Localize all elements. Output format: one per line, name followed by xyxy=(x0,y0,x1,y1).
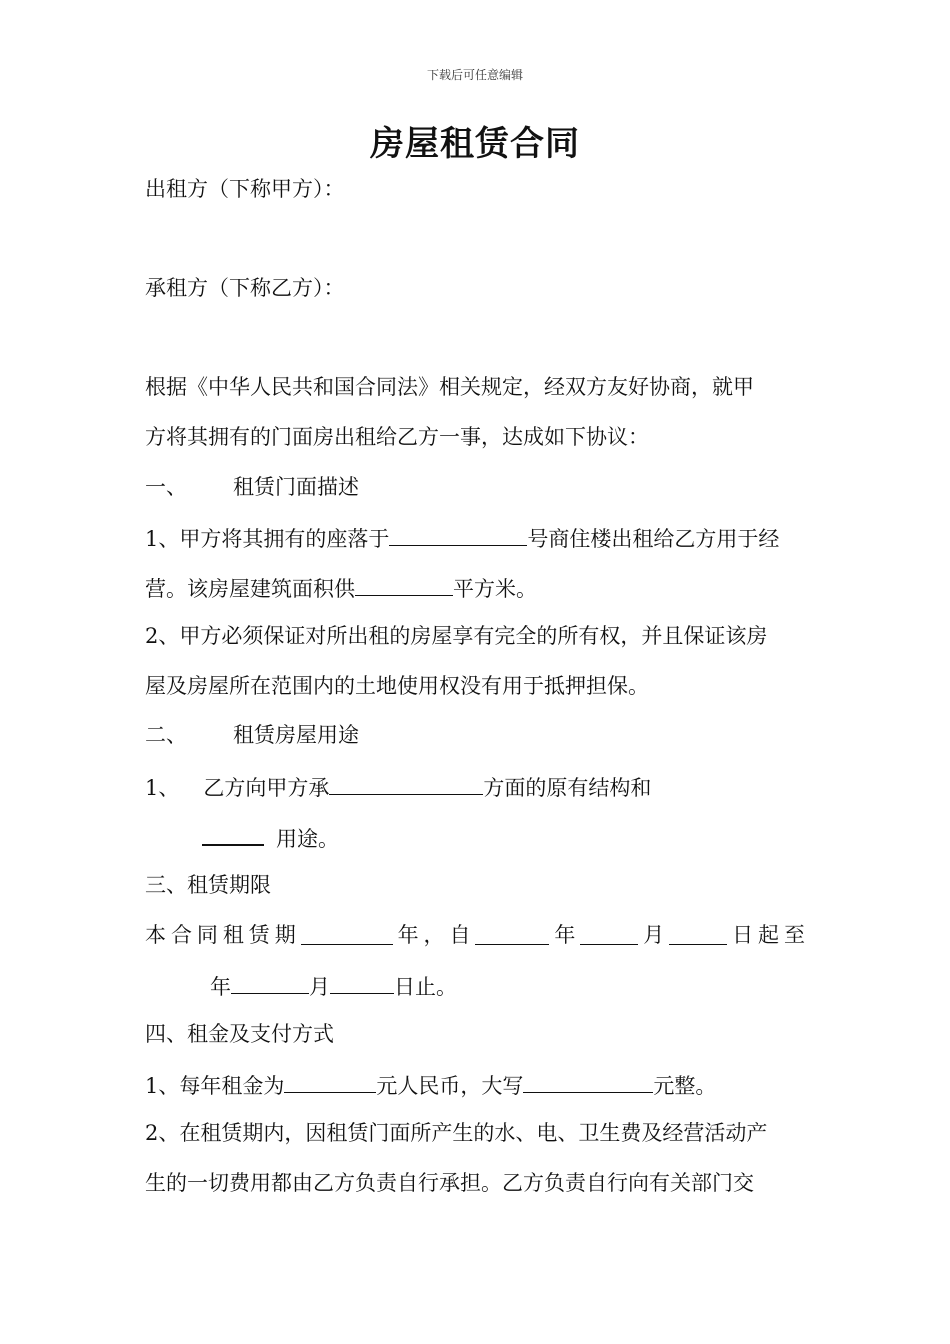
clause-1-1-text-a: 1、甲方将其拥有的座落于 xyxy=(145,527,390,551)
rent-uppercase-blank[interactable] xyxy=(523,1068,653,1093)
end-month-label: 月 xyxy=(309,975,330,999)
term-char: 赁 xyxy=(248,923,270,947)
start-month-blank[interactable] xyxy=(580,920,638,945)
clause-4-2-line-2: 生的一切费用都由乙方负责自行承担。乙方负责自行向有关部门交 xyxy=(145,1171,754,1195)
term-char: 合 xyxy=(170,923,192,947)
section-3-heading: 三、租赁期限 xyxy=(145,873,271,897)
section-2-title: 租赁房屋用途 xyxy=(233,723,359,747)
address-blank[interactable] xyxy=(389,521,527,546)
term-char: 日 xyxy=(732,923,754,947)
clause-4-1-text-a: 1、每年租金为 xyxy=(145,1074,285,1098)
term-char: 年 xyxy=(397,923,419,947)
section-1-number: 一、 xyxy=(145,475,187,499)
rent-amount-blank[interactable] xyxy=(284,1068,376,1093)
clause-1-2-line-1: 2、甲方必须保证对所出租的房屋享有完全的所有权，并且保证该房 xyxy=(145,624,768,648)
end-day-blank[interactable] xyxy=(330,969,394,994)
clause-2-1-line-1 xyxy=(145,770,651,803)
clause-1-1-text-c: 营。该房屋建筑面积供 xyxy=(145,577,355,601)
section-1-heading xyxy=(145,472,359,502)
term-char: 同 xyxy=(196,923,218,947)
section-2-heading xyxy=(145,720,359,750)
term-char: 本 xyxy=(145,923,166,947)
section-4-heading: 四、租金及支付方式 xyxy=(145,1022,334,1046)
clause-1-1-text-b: 号商住楼出租给乙方用于经 xyxy=(527,527,780,551)
term-char: 起 xyxy=(758,923,779,947)
section-2-number: 二、 xyxy=(145,723,187,747)
area-blank[interactable] xyxy=(355,571,453,596)
term-char: ， xyxy=(423,923,445,947)
clause-1-1-text-d: 平方米。 xyxy=(453,577,537,601)
term-char: 年 xyxy=(554,923,576,947)
start-day-blank[interactable] xyxy=(669,920,727,945)
intro-line-2: 方将其拥有的门面房出租给乙方一事，达成如下协议： xyxy=(145,425,649,449)
clause-1-2-line-2: 屋及房屋所在范围内的土地使用权没有用于抵押担保。 xyxy=(145,674,649,698)
lessor-line: 出租方（下称甲方）： xyxy=(145,177,345,201)
clause-4-1-text-b: 元人民币，大写 xyxy=(376,1074,524,1098)
end-month-blank[interactable] xyxy=(231,969,309,994)
start-year-blank[interactable] xyxy=(475,920,549,945)
term-line-2 xyxy=(210,969,457,1002)
clause-2-1-text-c: 用途。 xyxy=(276,827,339,851)
term-char: 租 xyxy=(222,923,244,947)
section-1-title: 租赁门面描述 xyxy=(233,475,359,499)
clause-1-1-line-1 xyxy=(145,521,779,554)
clause-4-1-text-c: 元整。 xyxy=(653,1074,717,1098)
structure-blank[interactable] xyxy=(329,770,483,795)
term-char: 月 xyxy=(643,923,665,947)
end-year-label: 年 xyxy=(210,975,231,999)
term-char: 自 xyxy=(449,923,471,947)
clause-2-1-text-a: 乙方向甲方承 xyxy=(203,776,330,800)
term-line-1 xyxy=(145,920,805,950)
page-header: 下载后可任意编辑 xyxy=(426,68,523,82)
usage-blank[interactable] xyxy=(202,820,264,846)
document-title: 房屋租赁合同 xyxy=(370,124,580,164)
end-day-label: 日止。 xyxy=(394,975,457,999)
lessee-line: 承租方（下称乙方）： xyxy=(145,276,345,300)
clause-2-1-line-2 xyxy=(202,820,339,854)
term-char: 至 xyxy=(783,923,805,947)
term-char: 期 xyxy=(274,923,296,947)
clause-4-1 xyxy=(145,1068,716,1101)
clause-1-1-line-2 xyxy=(145,571,537,604)
clause-4-2-line-1: 2、在租赁期内，因租赁门面所产生的水、电、卫生费及经营活动产 xyxy=(145,1121,768,1145)
clause-2-1-number: 1、 xyxy=(145,776,180,800)
clause-2-1-text-b: 方面的原有结构和 xyxy=(483,776,652,800)
intro-line-1: 根据《中华人民共和国合同法》相关规定，经双方友好协商，就甲 xyxy=(145,375,754,399)
term-years-blank[interactable] xyxy=(301,920,393,945)
